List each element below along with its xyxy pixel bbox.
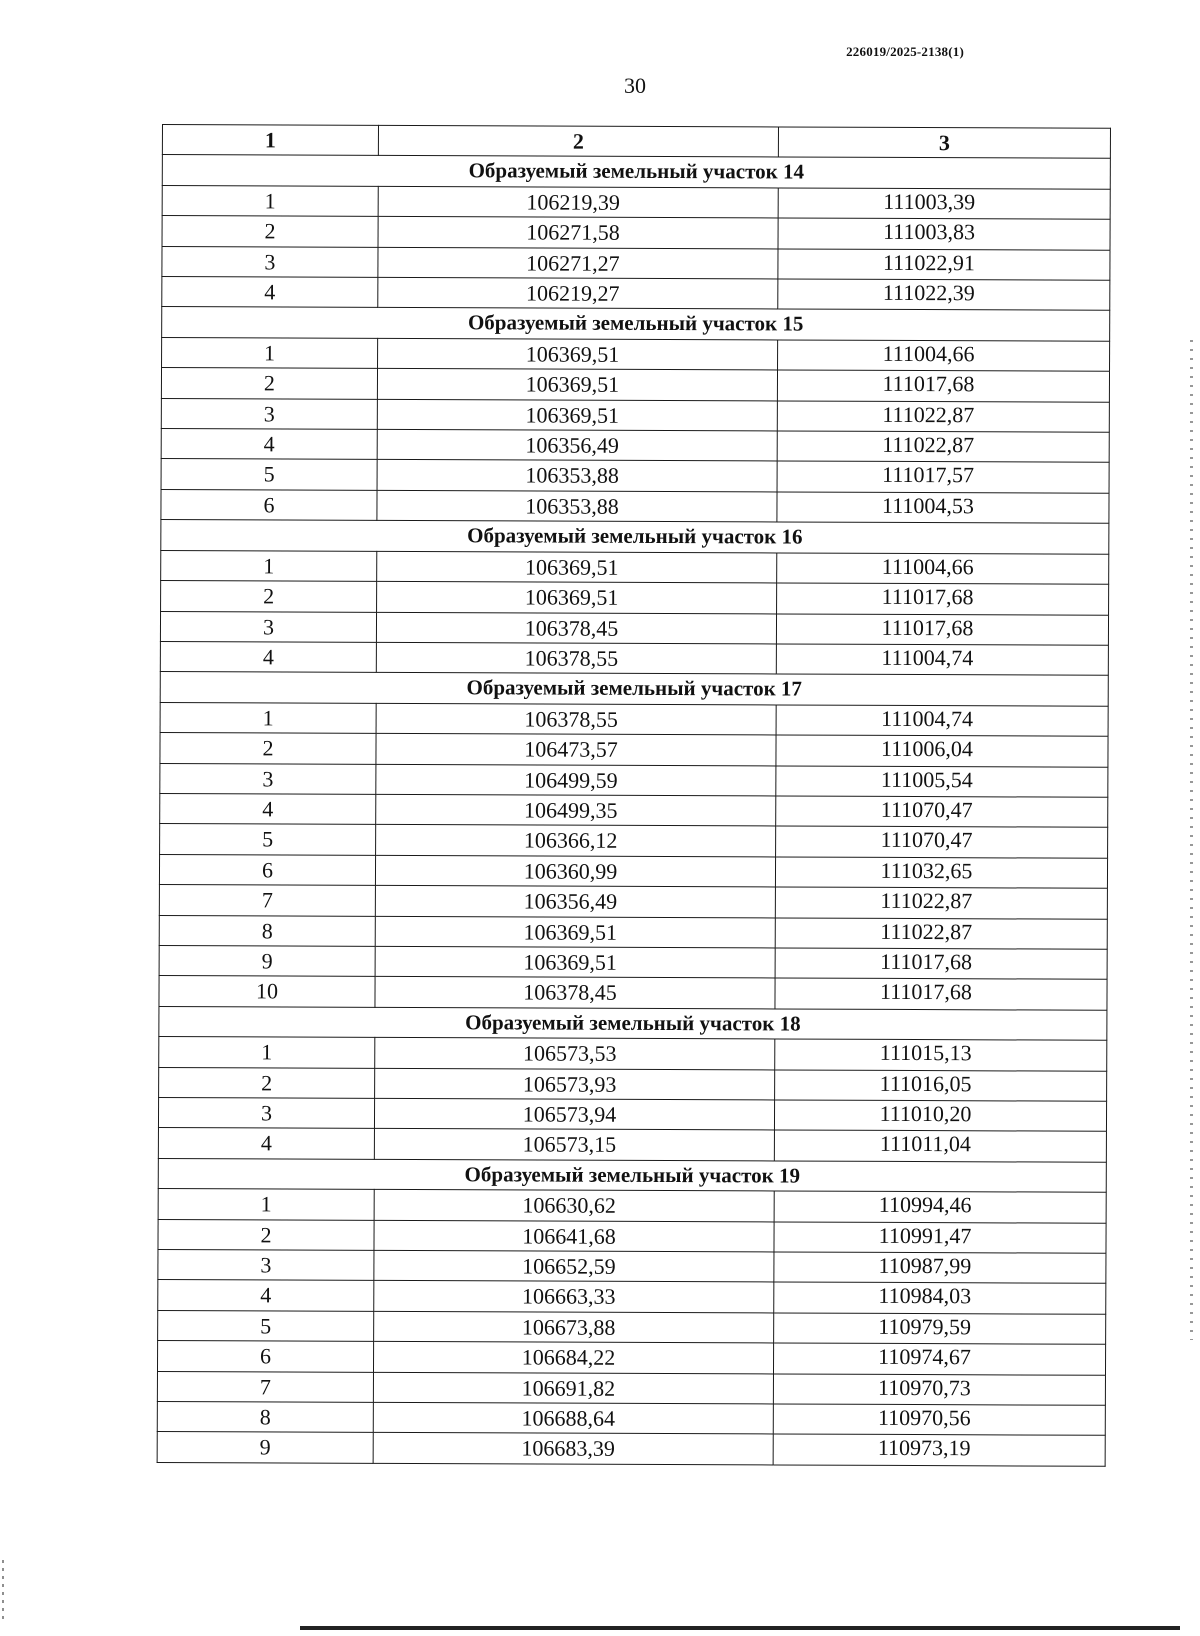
table-row <box>158 1189 1106 1223</box>
coordinate-y-cell: 111032,65 <box>775 857 1107 889</box>
coordinate-x-cell: 106499,59 <box>376 764 776 796</box>
coordinate-y-cell: 111022,87 <box>775 887 1107 919</box>
coordinate-y-cell: 111004,53 <box>777 492 1109 524</box>
table-row <box>161 550 1109 584</box>
scan-left-marks <box>2 1560 4 1620</box>
point-number-cell: 2 <box>158 1219 374 1250</box>
column-header-2: 2 <box>378 125 778 157</box>
scan-margin-marks <box>1190 340 1193 1340</box>
coordinate-x-cell: 106663,33 <box>374 1281 774 1313</box>
point-number-cell: 5 <box>158 1310 374 1341</box>
coordinate-x-cell: 106688,64 <box>373 1402 773 1434</box>
section-header-row <box>159 1006 1107 1040</box>
table-row <box>158 1280 1106 1314</box>
point-number-cell: 9 <box>157 1432 373 1463</box>
point-number-cell: 6 <box>159 854 375 885</box>
table-row <box>159 915 1107 949</box>
section-title: Образуемый земельный участок 14 <box>162 155 1110 189</box>
coordinate-x-cell: 106366,12 <box>376 825 776 857</box>
coordinate-y-cell: 111006,04 <box>776 735 1108 767</box>
coordinate-y-cell: 111005,54 <box>776 766 1108 798</box>
coordinate-y-cell: 110994,46 <box>774 1191 1106 1223</box>
table-row <box>162 277 1110 311</box>
coordinate-x-cell: 106369,51 <box>375 916 775 948</box>
coordinate-x-cell: 106378,45 <box>376 612 776 644</box>
coordinate-y-cell: 111022,39 <box>778 279 1110 311</box>
point-number-cell: 4 <box>161 429 377 460</box>
coordinate-y-cell: 110987,99 <box>774 1252 1106 1284</box>
table-row <box>162 246 1110 280</box>
point-number-cell: 2 <box>161 581 377 612</box>
coordinate-x-cell: 106641,68 <box>374 1220 774 1252</box>
column-header-3: 3 <box>778 127 1110 159</box>
section-title: Образуемый земельный участок 17 <box>160 672 1108 706</box>
table-row <box>157 1341 1105 1375</box>
coordinate-x-cell: 106369,51 <box>375 946 775 978</box>
coordinate-y-cell: 111004,74 <box>776 644 1108 676</box>
coordinate-y-cell: 110979,59 <box>774 1313 1106 1345</box>
coordinate-x-cell: 106573,94 <box>374 1098 774 1130</box>
coordinate-y-cell: 110974,67 <box>773 1343 1105 1375</box>
coordinate-x-cell: 106378,55 <box>376 642 776 674</box>
coordinate-x-cell: 106369,51 <box>377 399 777 431</box>
coordinate-y-cell: 111017,68 <box>777 583 1109 615</box>
table-row <box>159 854 1107 888</box>
coordinate-y-cell: 111016,05 <box>775 1070 1107 1102</box>
coordinate-x-cell: 106219,39 <box>378 186 778 218</box>
coordinate-y-cell: 110970,56 <box>773 1404 1105 1436</box>
bottom-rule <box>300 1626 1180 1630</box>
coordinate-x-cell: 106369,51 <box>377 581 777 613</box>
section-header-row <box>158 1158 1106 1192</box>
table-row <box>159 1037 1107 1071</box>
table-row <box>160 641 1108 675</box>
coordinate-y-cell: 111003,83 <box>778 218 1110 250</box>
point-number-cell: 4 <box>158 1128 374 1159</box>
section-header-row <box>162 155 1110 189</box>
table-row <box>161 368 1109 402</box>
coordinate-y-cell: 110984,03 <box>774 1282 1106 1314</box>
page-number: 30 <box>624 73 646 98</box>
point-number-cell: 3 <box>160 611 376 642</box>
table-row <box>159 1067 1107 1101</box>
table-header-row <box>162 125 1110 159</box>
table-row <box>161 581 1109 615</box>
coordinate-y-cell: 111011,04 <box>774 1130 1106 1162</box>
coordinate-y-cell: 111017,57 <box>777 461 1109 493</box>
coordinate-y-cell: 111022,87 <box>775 918 1107 950</box>
point-number-cell: 2 <box>160 733 376 764</box>
point-number-cell: 3 <box>160 763 376 794</box>
coordinate-x-cell: 106369,51 <box>377 551 777 583</box>
coordinates-table <box>157 124 1111 1467</box>
point-number-cell: 10 <box>159 976 375 1007</box>
point-number-cell: 2 <box>161 368 377 399</box>
coordinate-x-cell: 106378,55 <box>376 703 776 735</box>
coordinate-y-cell: 111003,39 <box>778 188 1110 220</box>
table-row <box>160 763 1108 797</box>
column-header-1: 1 <box>162 125 378 156</box>
table-row <box>160 824 1108 858</box>
coordinate-y-cell: 111004,66 <box>778 340 1110 372</box>
section-header-row <box>160 672 1108 706</box>
coordinate-x-cell: 106684,22 <box>373 1342 773 1374</box>
table-row <box>161 489 1109 523</box>
point-number-cell: 8 <box>157 1402 373 1433</box>
coordinate-y-cell: 111017,68 <box>775 948 1107 980</box>
coordinate-y-cell: 111070,47 <box>776 826 1108 858</box>
point-number-cell: 1 <box>161 550 377 581</box>
coordinate-x-cell: 106369,51 <box>377 369 777 401</box>
coordinate-x-cell: 106356,49 <box>375 886 775 918</box>
table-body <box>157 155 1110 1466</box>
coordinate-x-cell: 106473,57 <box>376 733 776 765</box>
section-header-row <box>161 520 1109 554</box>
coordinate-y-cell: 110970,73 <box>773 1374 1105 1406</box>
point-number-cell: 2 <box>162 216 378 247</box>
coordinate-x-cell: 106683,39 <box>373 1433 773 1465</box>
table-row <box>160 702 1108 736</box>
section-title: Образуемый земельный участок 18 <box>159 1006 1107 1040</box>
coordinate-y-cell: 110973,19 <box>773 1434 1105 1466</box>
section-title: Образуемый земельный участок 16 <box>161 520 1109 554</box>
section-header-row <box>162 307 1110 341</box>
table-row <box>160 611 1108 645</box>
table-row <box>158 1250 1106 1284</box>
section-title: Образуемый земельный участок 19 <box>158 1158 1106 1192</box>
table-row <box>162 216 1110 250</box>
point-number-cell: 1 <box>162 337 378 368</box>
coordinate-x-cell: 106573,93 <box>375 1068 775 1100</box>
point-number-cell: 3 <box>158 1097 374 1128</box>
coordinate-y-cell: 111017,68 <box>777 370 1109 402</box>
document-id: 226019/2025-2138(1) <box>846 44 964 59</box>
table-row <box>159 885 1107 919</box>
coordinate-x-cell: 106573,53 <box>375 1038 775 1070</box>
point-number-cell: 6 <box>157 1341 373 1372</box>
point-number-cell: 5 <box>161 459 377 490</box>
point-number-cell: 4 <box>160 641 376 672</box>
table-row <box>160 793 1108 827</box>
coordinate-y-cell: 111022,87 <box>777 431 1109 463</box>
coordinate-y-cell: 111017,68 <box>775 978 1107 1010</box>
coordinate-x-cell: 106360,99 <box>375 855 775 887</box>
table-row <box>158 1097 1106 1131</box>
coordinate-y-cell: 111010,20 <box>774 1100 1106 1132</box>
coordinate-y-cell: 111004,74 <box>776 705 1108 737</box>
table-row <box>157 1371 1105 1405</box>
coordinate-y-cell: 111004,66 <box>777 553 1109 585</box>
coordinate-y-cell: 111017,68 <box>776 613 1108 645</box>
point-number-cell: 7 <box>157 1371 373 1402</box>
table-row <box>158 1128 1106 1162</box>
point-number-cell: 8 <box>159 915 375 946</box>
coordinate-x-cell: 106378,45 <box>375 977 775 1009</box>
point-number-cell: 1 <box>162 185 378 216</box>
section-title: Образуемый земельный участок 15 <box>162 307 1110 341</box>
point-number-cell: 4 <box>158 1280 374 1311</box>
coordinate-y-cell: 111015,13 <box>775 1039 1107 1071</box>
point-number-cell: 3 <box>161 398 377 429</box>
point-number-cell: 1 <box>159 1037 375 1068</box>
coordinate-x-cell: 106353,88 <box>377 490 777 522</box>
point-number-cell: 9 <box>159 945 375 976</box>
point-number-cell: 2 <box>159 1067 375 1098</box>
coordinate-x-cell: 106673,88 <box>374 1311 774 1343</box>
coordinate-x-cell: 106652,59 <box>374 1250 774 1282</box>
point-number-cell: 4 <box>162 277 378 308</box>
point-number-cell: 3 <box>162 246 378 277</box>
table-row <box>158 1310 1106 1344</box>
coordinate-x-cell: 106691,82 <box>373 1372 773 1404</box>
point-number-cell: 1 <box>160 702 376 733</box>
point-number-cell: 1 <box>158 1189 374 1220</box>
coordinate-x-cell: 106219,27 <box>378 277 778 309</box>
table-row <box>162 185 1110 219</box>
coordinate-x-cell: 106499,35 <box>376 794 776 826</box>
table-row <box>161 429 1109 463</box>
table-row <box>157 1432 1105 1466</box>
table-row <box>162 337 1110 371</box>
coordinate-y-cell: 111070,47 <box>776 796 1108 828</box>
coordinate-y-cell: 110991,47 <box>774 1222 1106 1254</box>
point-number-cell: 6 <box>161 489 377 520</box>
coordinate-y-cell: 111022,87 <box>777 401 1109 433</box>
table-row <box>158 1219 1106 1253</box>
coordinate-x-cell: 106573,15 <box>374 1129 774 1161</box>
coordinate-x-cell: 106356,49 <box>377 429 777 461</box>
point-number-cell: 4 <box>160 793 376 824</box>
point-number-cell: 3 <box>158 1250 374 1281</box>
table-row <box>159 976 1107 1010</box>
coordinates-table-wrapper <box>157 124 1110 1467</box>
coordinate-x-cell: 106369,51 <box>378 338 778 370</box>
coordinate-x-cell: 106630,62 <box>374 1190 774 1222</box>
table-row <box>159 945 1107 979</box>
coordinate-x-cell: 106353,88 <box>377 460 777 492</box>
table-row <box>160 733 1108 767</box>
coordinate-y-cell: 111022,91 <box>778 249 1110 281</box>
coordinate-x-cell: 106271,58 <box>378 217 778 249</box>
table-row <box>157 1402 1105 1436</box>
point-number-cell: 5 <box>160 824 376 855</box>
table-row <box>161 459 1109 493</box>
coordinate-x-cell: 106271,27 <box>378 247 778 279</box>
table-row <box>161 398 1109 432</box>
point-number-cell: 7 <box>159 885 375 916</box>
